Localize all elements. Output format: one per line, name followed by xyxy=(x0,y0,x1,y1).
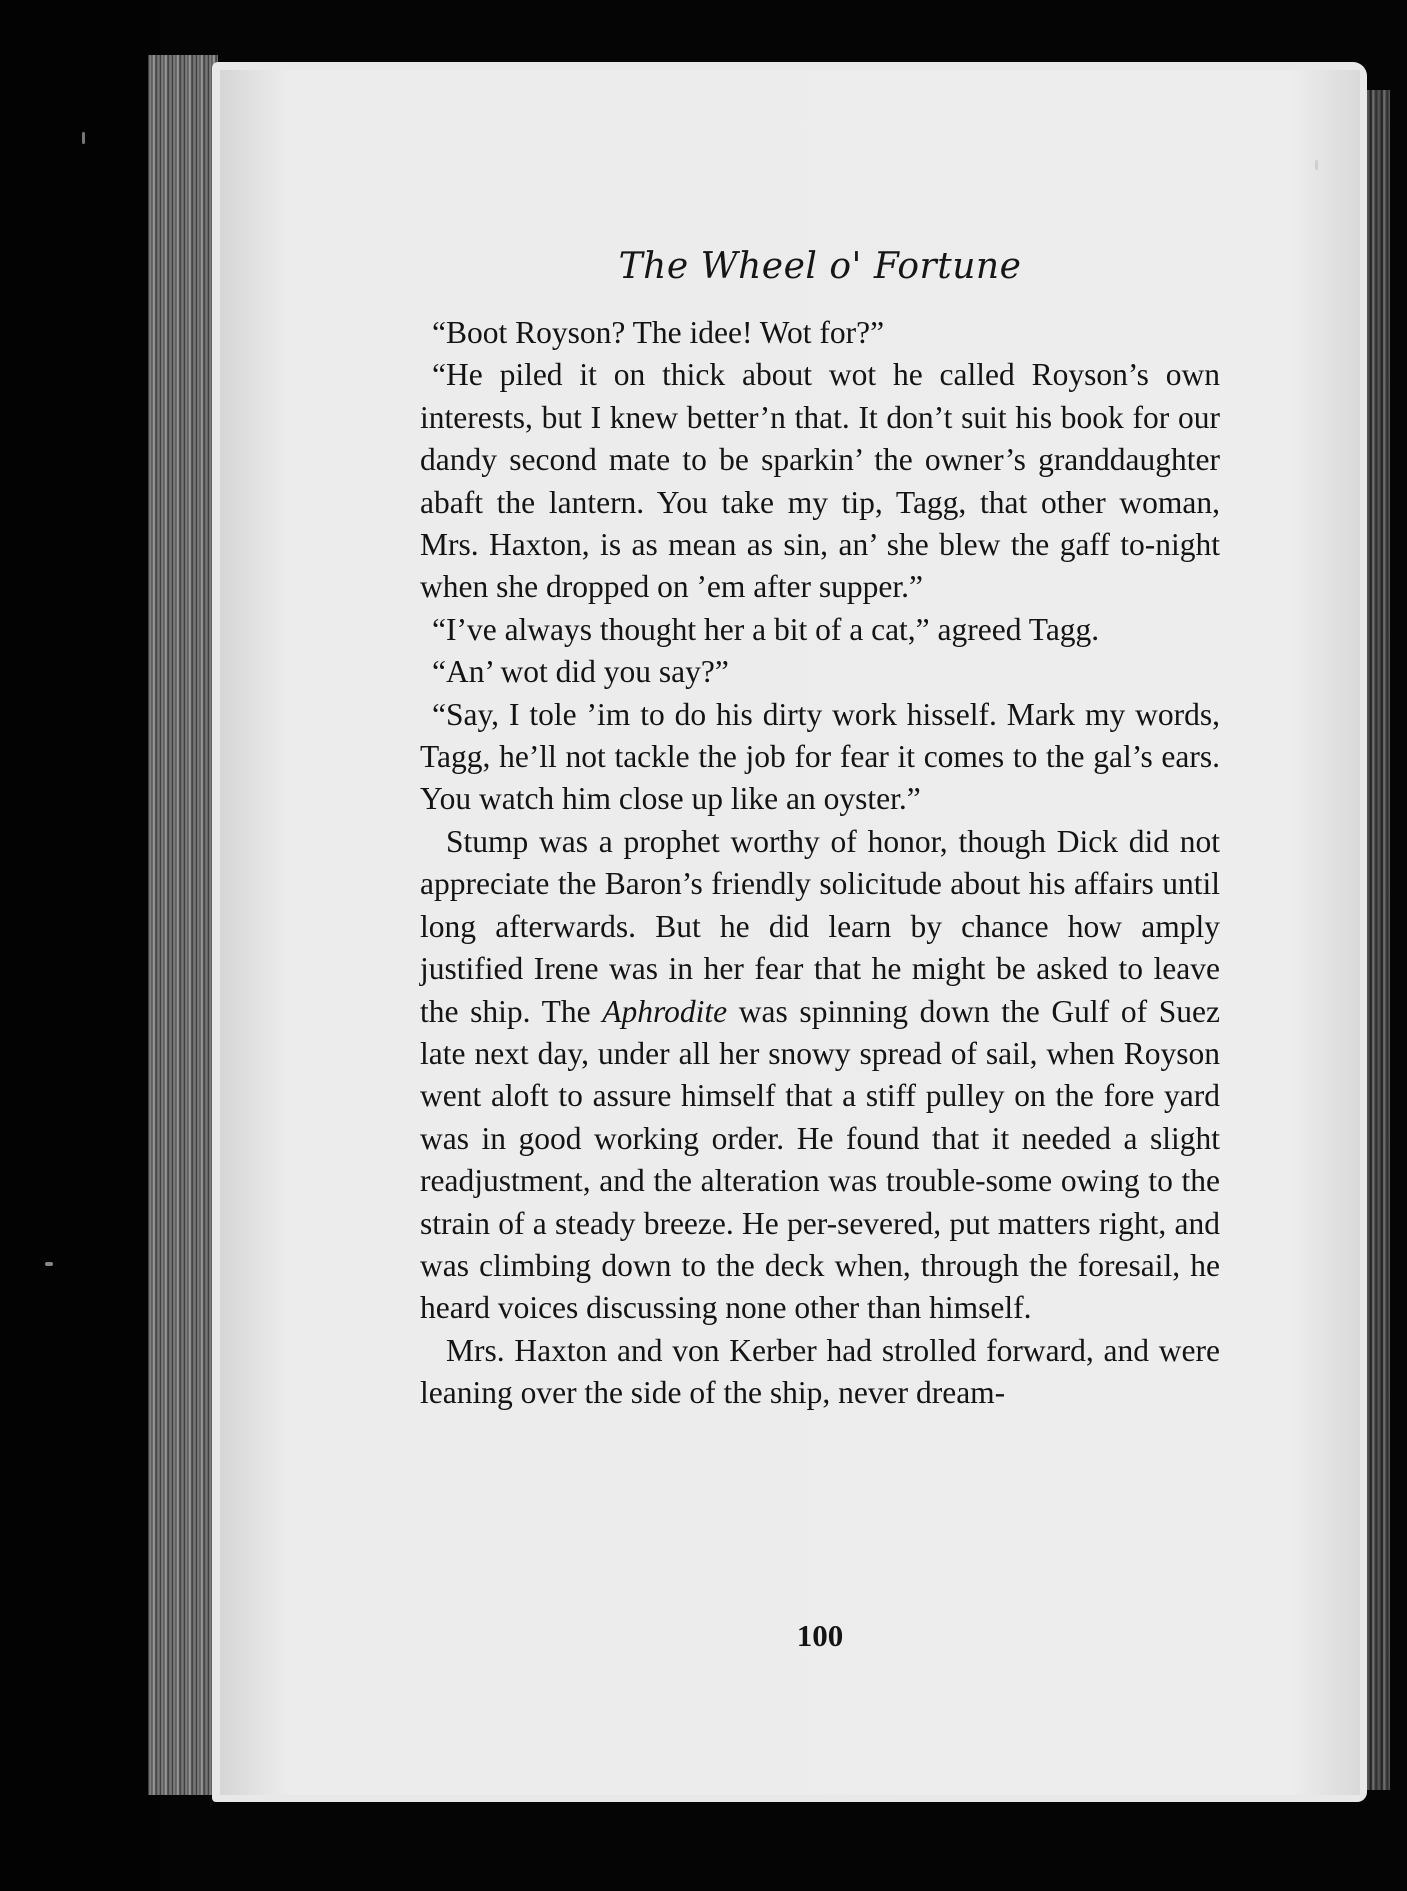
paragraph: Mrs. Haxton and von Kerber had strolled forward, and were leaning over the side of the ship, never dream- xyxy=(420,1332,1220,1411)
book-spine-page-edges xyxy=(148,55,218,1795)
scan-artifact xyxy=(45,1262,53,1266)
scan-artifact xyxy=(82,132,85,144)
paragraph-text: Stump was a prophet worthy of honor, though Dick did not appreciate the Baron’s friendly solicitude about his affairs until long afterwards. But he did learn by chance how amply justified Irene was in her fear that he might be asked to leave the ship. The xyxy=(420,823,1220,1029)
paragraph: “He piled it on thick about wot he called Royson’s own interests, but I knew better’n that. It don’t suit his book for our dandy second mate to be sparkin’ the owner’s granddaughter abaft the lantern. You take my tip, Tagg, that other woman, Mrs. Haxton, is as mean as sin, an’ she blew the gaff to-night when she dropped on ’em after supper.” xyxy=(420,357,1220,605)
page-number: 100 xyxy=(796,1618,844,1653)
paragraph: “I’ve always thought her a bit of a cat,” agreed Tagg. xyxy=(432,611,1100,647)
paragraph-text: was spinning down the Gulf of Suez late next day, under all her snowy spread of sail, when Royson went aloft to assure himself that a stiff pulley on the fore yard was in good working order. He found that it needed a slight readjustment, and the alteration was trouble-some owing to the strain of a steady breeze. He per-severed, put matters right, and was climbing down to the deck when, through the foresail, he heard voices discussing none other than himself. xyxy=(420,993,1220,1326)
paragraph: “Say, I tole ’im to do his dirty work hisself. Mark my words, Tagg, he’ll not tackle the job for fear it comes to the gal’s ears. You watch him close up like an oyster.” xyxy=(420,696,1220,817)
paragraph: “An’ wot did you say?” xyxy=(432,654,729,690)
scan-background xyxy=(0,0,160,1891)
running-head: The Wheel o' Fortune xyxy=(618,246,1022,287)
paragraph xyxy=(420,821,1220,1330)
paper-speck xyxy=(1315,160,1318,170)
paragraph: “Boot Royson? The idee! Wot for?” xyxy=(432,315,885,350)
body-text xyxy=(420,312,1220,1415)
ship-name: Aphrodite xyxy=(602,993,728,1029)
